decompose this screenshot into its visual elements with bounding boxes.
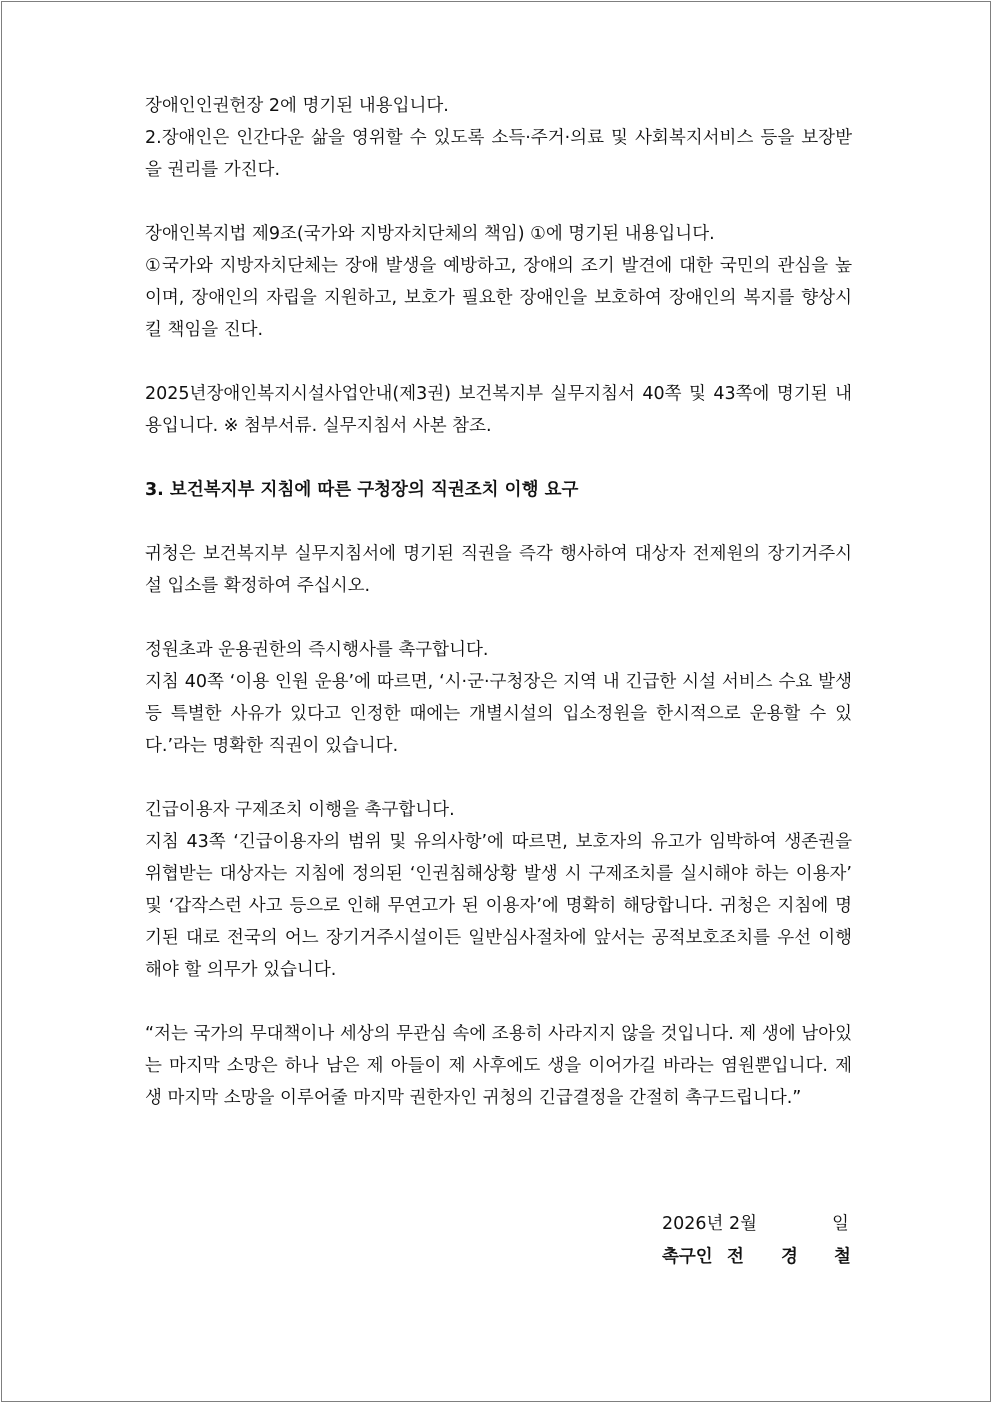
day-text: 일 [832, 1214, 849, 1234]
paragraph: 정원초과 운용권한의 즉시행사를 촉구합니다. [145, 640, 489, 660]
paragraph: 귀청은 보건복지부 실무지침서에 명기된 직권을 즉각 행사하여 대상자 전제원의 장기거주시설 입소를 확정하여 주십시오. [145, 544, 852, 596]
date-line [662, 1208, 849, 1241]
signer-role: 촉구인 [662, 1247, 713, 1267]
signer-name-char: 경 [781, 1247, 798, 1267]
document-page [1, 1, 991, 1402]
signer-name-char: 전 [727, 1247, 744, 1267]
paragraph: 2025년장애인복지시설사업안내(제3권) 보건복지부 실무지침서 40쪽 및 43쪽에 명기된 내용입니다. ※ 첨부서류. 실무지침서 사본 참조. [145, 384, 852, 436]
section-heading: 3. 보건복지부 지침에 따른 구청장의 직권조치 이행 요구 [145, 480, 579, 500]
paragraph: 장애인인권헌장 2에 명기된 내용입니다. [145, 96, 449, 116]
paragraph: 장애인복지법 제9조(국가와 지방자치단체의 책임) ①에 명기된 내용입니다. [145, 224, 715, 244]
paragraph: 지침 43쪽 ‘긴급이용자의 범위 및 유의사항’에 따르면, 보호자의 유고가 임박하여 생존권을 위협받는 대상자는 지침에 정의된 ‘인권침해상황 발생 시 구제조치를 실시해야 하는 이용자’ 및 ‘갑작스런 사고 등으로 인해 무연고가 된 이용자’에 명확히 해당합니다. 귀청은 지침에 명기된 대로 전국의 어느 장기거주시설이든 일반심사절차에 앞서는 공적보호조치를 우선 이행해야 할 의무가 있습니다. [145, 832, 852, 980]
signer-line [662, 1241, 851, 1274]
paragraph: 2.장애인은 인간다운 삶을 영위할 수 있도록 소득·주거·의료 및 사회복지서비스 등을 보장받을 권리를 가진다. [145, 128, 852, 180]
quote-paragraph: “저는 국가의 무대책이나 세상의 무관심 속에 조용히 사라지지 않을 것입니다. 제 생에 남아있는 마지막 소망은 하나 남은 제 아들이 제 사후에도 생을 이어가길 바라는 염원뿐입니다. 제 생 마지막 소망을 이루어줄 마지막 권한자인 귀청의 긴급결정을 간절히 촉구드립니다.” [145, 1024, 852, 1108]
paragraph: 긴급이용자 구제조치 이행을 촉구합니다. [145, 800, 455, 820]
signer-name-char: 철 [834, 1247, 851, 1267]
document-body [145, 90, 852, 1114]
paragraph: ①국가와 지방자치단체는 장애 발생을 예방하고, 장애의 조기 발견에 대한 국민의 관심을 높이며, 장애인의 자립을 지원하고, 보호가 필요한 장애인을 보호하여 장애인의 복지를 향상시킬 책임을 진다. [145, 256, 852, 340]
paragraph: 지침 40쪽 ‘이용 인원 운용’에 따르면, ‘시·군·구청장은 지역 내 긴급한 시설 서비스 수요 발생 등 특별한 사유가 있다고 인정한 때에는 개별시설의 입소정원을 한시적으로 운용할 수 있다.’라는 명확한 직권이 있습니다. [145, 672, 852, 756]
date-text: 2026년 2월 [662, 1214, 758, 1234]
